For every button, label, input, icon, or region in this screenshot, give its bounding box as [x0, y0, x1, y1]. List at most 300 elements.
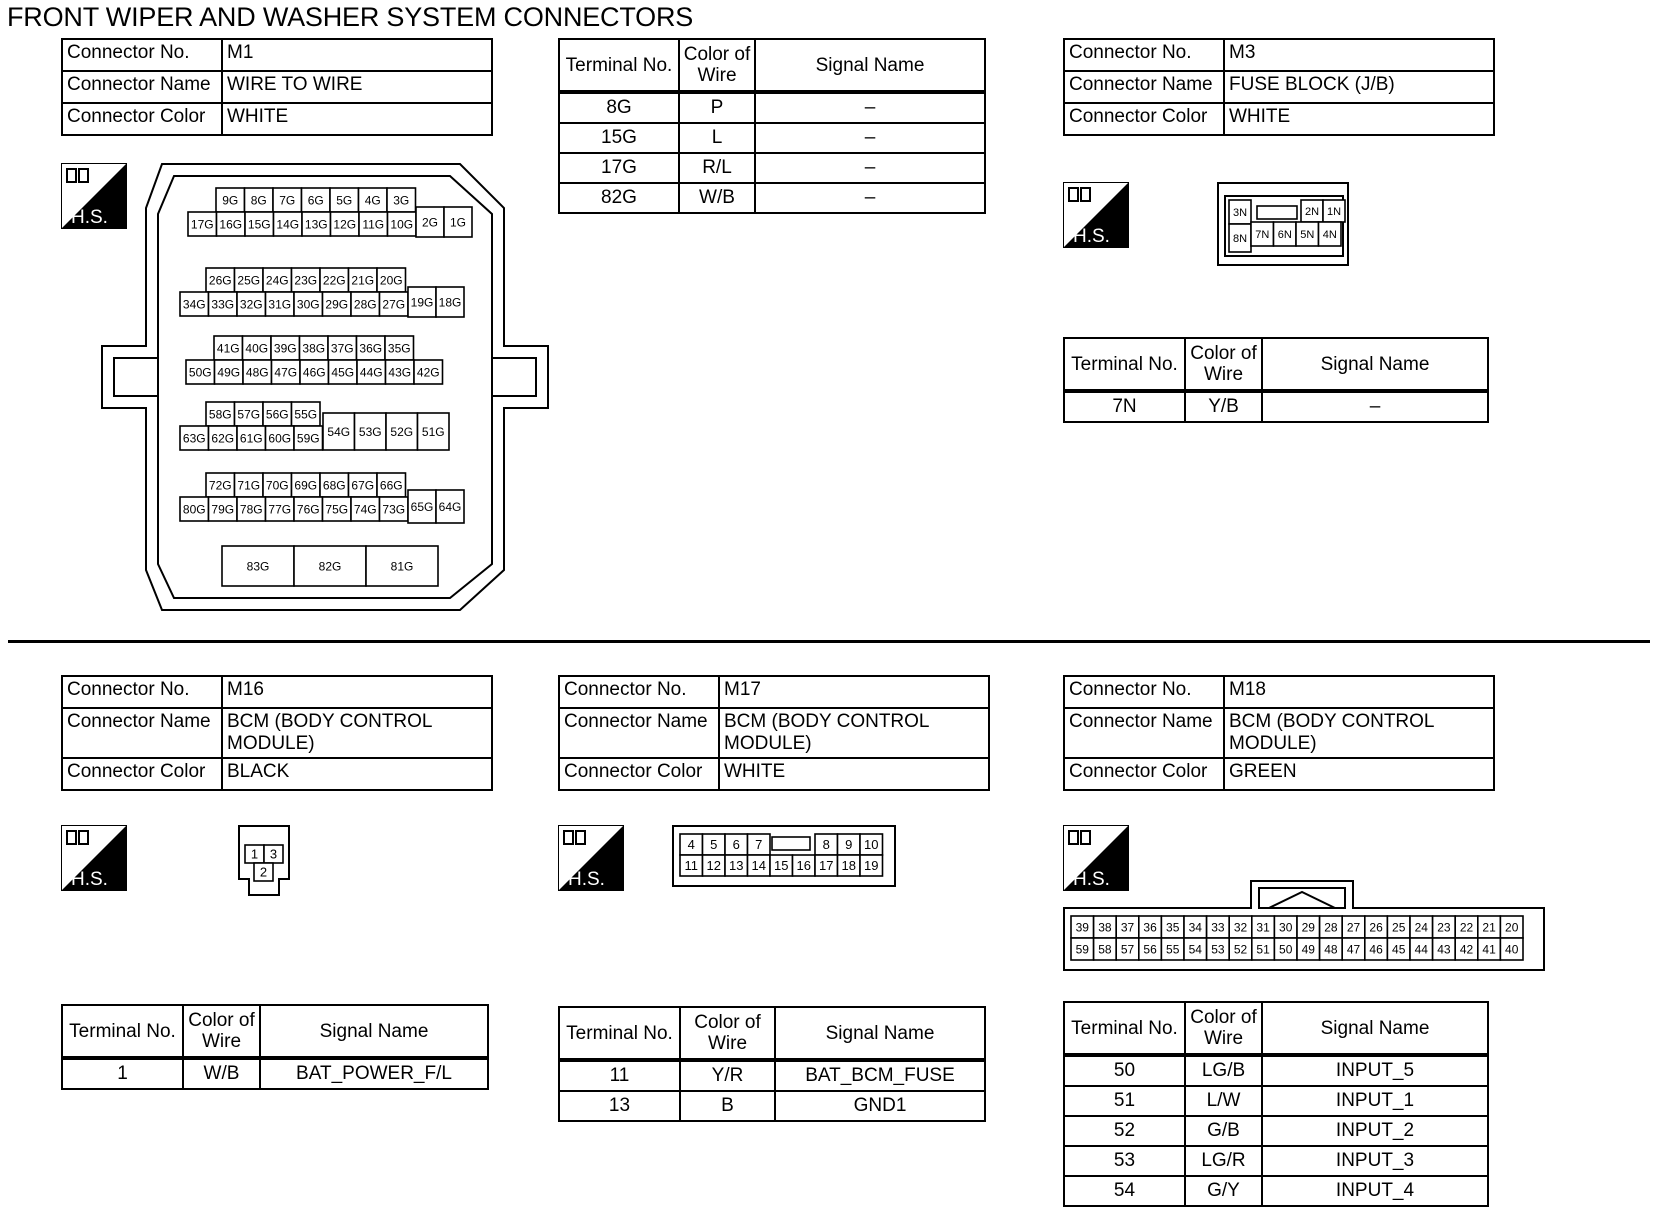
m3-info-table [1063, 38, 1495, 136]
terminal-pin [418, 413, 450, 450]
terminal-cell: 8G [559, 92, 679, 123]
terminal-cell: 82G [559, 183, 679, 213]
terminal-pin-label: 25 [1392, 920, 1406, 935]
terminal-pin-label: 66G [379, 478, 403, 493]
terminal-pin [1320, 916, 1343, 938]
terminal-pin-label: 83G [246, 559, 270, 574]
terminal-pin-label: 41G [216, 341, 240, 356]
terminal-cell: 11 [559, 1060, 680, 1091]
terminal-pin-label: 50 [1279, 942, 1293, 957]
terminal-pin [366, 546, 438, 586]
m1-connector-no: M1 [222, 39, 492, 71]
terminal-pin-label: 47 [1346, 942, 1361, 957]
terminal-pin-label: 5G [336, 193, 353, 208]
header-terminal-no: Terminal No. [62, 1005, 183, 1058]
terminal-pin-label: 32 [1233, 920, 1248, 935]
terminal-pin-label: 82G [318, 559, 342, 574]
terminal-pin-label: 22G [322, 273, 346, 288]
header-signal-name: Signal Name [755, 39, 985, 92]
signal-name-cell: INPUT_3 [1262, 1146, 1488, 1176]
terminal-pin [1433, 916, 1456, 938]
header-terminal-no: Terminal No. [1064, 1002, 1185, 1055]
terminal-pin-label: 41 [1482, 942, 1496, 957]
terminal-pin-label: 33 [1211, 920, 1225, 935]
terminal-pin [748, 834, 771, 855]
terminal-pin-label: 47G [274, 365, 298, 380]
terminal-pin [1301, 200, 1323, 222]
wire-color-cell: P [679, 92, 755, 123]
terminal-pin-label: 42G [416, 365, 440, 380]
terminal-pin-label: 59G [296, 431, 320, 446]
hs-badge-label: H.S. [1073, 869, 1110, 890]
terminal-cell: 13 [559, 1091, 680, 1121]
terminal-pin [216, 188, 245, 212]
label-connector-color: Connector Color [1064, 103, 1224, 135]
label-connector-no: Connector No. [1064, 39, 1224, 71]
terminal-pin-label: 11 [684, 858, 698, 874]
terminal-pin [1274, 938, 1297, 960]
label-connector-name: Connector Name [1064, 708, 1224, 758]
terminal-pin [1184, 916, 1207, 938]
terminal-pin-label: 3N [1232, 206, 1248, 219]
terminal-pin-label: 24G [265, 273, 289, 288]
terminal-pin [323, 497, 352, 521]
terminal-pin-label: 8N [1232, 232, 1248, 245]
terminal-pin [235, 268, 264, 292]
wire-color-cell: W/B [679, 183, 755, 213]
terminal-pin-label: 33G [211, 297, 235, 312]
wire-color-cell: B [680, 1091, 775, 1121]
table-row [559, 183, 985, 213]
label-connector-color: Connector Color [1064, 758, 1224, 790]
terminal-pin-label: 31G [268, 297, 292, 312]
terminal-pin [209, 497, 238, 521]
terminal-pin-label: 20G [379, 273, 403, 288]
label-connector-no: Connector No. [62, 676, 222, 708]
terminal-pin [770, 855, 793, 876]
terminal-pin-label: 30 [1279, 920, 1293, 935]
terminal-pin-label: 27 [1346, 920, 1361, 935]
terminal-pin-label: 15G [247, 217, 271, 232]
terminal-pin-label: 44G [359, 365, 383, 380]
terminal-pin-label: 18G [438, 295, 462, 310]
terminal-pin-label: 16 [796, 858, 811, 874]
terminal-pin-label: 68G [322, 478, 346, 493]
terminal-pin-label: 71G [237, 478, 261, 493]
terminal-pin [320, 473, 349, 497]
terminal-pin-label: 57 [1120, 942, 1135, 957]
terminal-pin-label: 13G [304, 217, 328, 232]
terminal-pin-label: 32G [239, 297, 263, 312]
terminal-pin [180, 426, 209, 450]
m1-connector-color: WHITE [222, 103, 492, 135]
terminal-pin-label: 36 [1143, 920, 1157, 935]
harness-side-icon [558, 825, 624, 891]
terminal-pin [254, 863, 273, 881]
terminal-pin-label: 15 [774, 858, 789, 874]
terminal-pin-label: 61G [239, 431, 263, 446]
wire-color-cell: G/B [1185, 1116, 1262, 1146]
terminal-pin [237, 292, 266, 316]
terminal-pin [1229, 200, 1251, 224]
terminal-pin [703, 834, 726, 855]
terminal-pin-label: 12G [333, 217, 357, 232]
terminal-pin-label: 51 [1256, 942, 1270, 957]
terminal-pin-label: 29G [325, 297, 349, 312]
terminal-pin [355, 413, 387, 450]
signal-name-cell: INPUT_2 [1262, 1116, 1488, 1146]
terminal-pin [1184, 938, 1207, 960]
terminal-pin-label: 60G [268, 431, 292, 446]
terminal-pin [1139, 916, 1162, 938]
terminal-pin [1478, 916, 1501, 938]
terminal-cell: 7N [1064, 391, 1185, 422]
terminal-pin [385, 336, 414, 360]
lock-tab [1257, 206, 1297, 219]
terminal-pin [330, 188, 359, 212]
terminal-pin [1478, 938, 1501, 960]
terminal-pin [209, 426, 238, 450]
terminal-pin-label: 79G [211, 502, 235, 517]
wire-color-cell: W/B [183, 1058, 260, 1089]
terminal-pin-label: 38 [1098, 920, 1112, 935]
terminal-pin [725, 834, 748, 855]
terminal-pin [703, 855, 726, 876]
terminal-pin [1319, 222, 1342, 246]
signal-name-cell: INPUT_5 [1262, 1055, 1488, 1086]
terminal-pin-label: 4N [1322, 228, 1337, 241]
terminal-pin [323, 413, 355, 450]
terminal-pin-label: 30G [296, 297, 320, 312]
terminal-pin [294, 426, 323, 450]
terminal-pin-label: 36G [359, 341, 383, 356]
terminal-pin-label: 46 [1369, 942, 1383, 957]
terminal-pin-label: 13 [729, 858, 744, 874]
signal-name-cell: INPUT_1 [1262, 1086, 1488, 1116]
m16-connector-color: BLACK [222, 758, 492, 790]
terminal-pin-label: 23G [294, 273, 318, 288]
terminal-pin [300, 336, 329, 360]
terminal-pin-label: 81G [390, 559, 414, 574]
terminal-pin-label: 73G [382, 502, 406, 517]
harness-side-icon [1063, 182, 1129, 248]
terminal-pin [1433, 938, 1456, 960]
terminal-pin-label: 16G [219, 217, 243, 232]
terminal-pin-label: 39 [1075, 920, 1089, 935]
terminal-pin [1252, 938, 1275, 960]
terminal-pin [209, 292, 238, 316]
terminal-pin [245, 212, 274, 236]
terminal-pin [186, 360, 215, 384]
terminal-pin [388, 212, 417, 236]
terminal-pin-label: 53G [358, 424, 382, 439]
terminal-pin-label: 14G [276, 217, 300, 232]
terminal-pin-label: 69G [294, 478, 318, 493]
terminal-pin [351, 292, 380, 316]
terminal-pin-label: 40G [245, 341, 269, 356]
label-connector-name: Connector Name [62, 708, 222, 758]
terminal-pin-label: 52 [1233, 942, 1248, 957]
terminal-pin [377, 268, 406, 292]
terminal-pin [1139, 938, 1162, 960]
header-color-of-wire: Color of Wire [1185, 1002, 1262, 1055]
terminal-pin-label: 17G [190, 217, 214, 232]
signal-name-cell: – [755, 92, 985, 123]
terminal-cell: 15G [559, 123, 679, 153]
m3-terminal-table [1063, 337, 1489, 423]
terminal-pin [838, 855, 861, 876]
terminal-pin-label: 54 [1188, 942, 1202, 957]
terminal-pin-label: 39G [273, 341, 297, 356]
terminal-pin [215, 360, 244, 384]
terminal-pin [243, 360, 272, 384]
terminal-pin [1274, 222, 1297, 246]
terminal-pin-label: 31 [1256, 920, 1270, 935]
terminal-pin [331, 212, 360, 236]
hs-badge-label: H.S. [1073, 226, 1110, 247]
m16-connector-name: BCM (BODY CONTROL MODULE) [222, 708, 492, 758]
terminal-pin [263, 473, 292, 497]
wire-color-cell: R/L [679, 153, 755, 183]
terminal-pin-label: 26 [1369, 920, 1383, 935]
label-connector-no: Connector No. [1064, 676, 1224, 708]
terminal-pin [1094, 916, 1117, 938]
terminal-pin [1252, 916, 1275, 938]
terminal-pin-label: 77G [268, 502, 292, 517]
table-row [62, 1058, 488, 1089]
wire-color-cell: LG/R [1185, 1146, 1262, 1176]
terminal-pin-label: 44 [1414, 942, 1428, 957]
terminal-pin [1071, 916, 1094, 938]
terminal-pin-label: 45G [331, 365, 355, 380]
terminal-pin-label: 21G [351, 273, 375, 288]
header-signal-name: Signal Name [260, 1005, 488, 1058]
terminal-pin [292, 268, 321, 292]
m1-connector-face [100, 162, 552, 614]
terminal-pin [838, 834, 861, 855]
header-terminal-no: Terminal No. [559, 39, 679, 92]
terminal-pin [263, 268, 292, 292]
terminal-pin-label: 75G [325, 502, 349, 517]
terminal-pin [380, 292, 409, 316]
terminal-pin-label: 35 [1166, 920, 1180, 935]
terminal-pin [408, 287, 436, 317]
harness-side-icon [61, 825, 127, 891]
terminal-pin-label: 19 [864, 858, 879, 874]
m18-info-table [1063, 675, 1495, 791]
terminal-pin [206, 268, 235, 292]
terminal-pin [1365, 916, 1388, 938]
terminal-pin [444, 207, 472, 237]
terminal-pin [222, 546, 294, 586]
terminal-pin-label: 55G [294, 407, 318, 422]
terminal-pin-label: 42 [1459, 942, 1474, 957]
signal-name-cell: – [755, 153, 985, 183]
terminal-pin-label: 20 [1505, 920, 1519, 935]
terminal-pin-label: 1N [1326, 205, 1342, 218]
terminal-pin [1500, 916, 1523, 938]
table-row [1064, 1146, 1488, 1176]
terminal-pin [436, 490, 464, 523]
m17-info-table [558, 675, 990, 791]
terminal-pin [793, 855, 816, 876]
terminal-pin-label: 34 [1188, 920, 1202, 935]
signal-name-cell: GND1 [775, 1091, 985, 1121]
terminal-pin-label: 34G [182, 297, 206, 312]
terminal-pin [1207, 916, 1230, 938]
table-row [559, 153, 985, 183]
wire-color-cell: Y/R [680, 1060, 775, 1091]
terminal-pin-label: 56G [265, 407, 289, 422]
m3-connector-color: WHITE [1224, 103, 1494, 135]
terminal-pin-label: 4G [364, 193, 381, 208]
terminal-pin-label: 18 [841, 858, 856, 874]
terminal-pin-label: 23 [1437, 920, 1451, 935]
table-row [1064, 1055, 1488, 1086]
terminal-pin-label: 14 [751, 858, 766, 874]
terminal-pin-label: 45 [1392, 942, 1406, 957]
terminal-pin-label: 6G [307, 193, 324, 208]
terminal-pin-label: 9 [845, 837, 853, 853]
terminal-pin [408, 490, 436, 523]
terminal-pin-label: 8 [822, 837, 830, 853]
terminal-pin-label: 9G [222, 193, 239, 208]
table-row [559, 92, 985, 123]
terminal-pin [349, 473, 378, 497]
terminal-pin-label: 74G [353, 502, 377, 517]
terminal-pin-label: 52G [390, 424, 414, 439]
terminal-pin [328, 336, 357, 360]
terminal-pin [217, 212, 246, 236]
header-color-of-wire: Color of Wire [1185, 338, 1262, 391]
terminal-pin-label: 28G [353, 297, 377, 312]
terminal-pin-label: 49G [217, 365, 241, 380]
terminal-pin [1410, 938, 1433, 960]
terminal-pin [1161, 938, 1184, 960]
m18-connector-name: BCM (BODY CONTROL MODULE) [1224, 708, 1494, 758]
terminal-pin-label: 6 [732, 837, 740, 853]
terminal-pin [351, 497, 380, 521]
terminal-pin [1296, 222, 1319, 246]
terminal-pin-label: 28 [1324, 920, 1338, 935]
hs-badge-label: H.S. [568, 869, 605, 890]
label-connector-color: Connector Color [62, 758, 222, 790]
hs-badge-label: H.S. [71, 207, 108, 228]
terminal-pin-label: 57G [237, 407, 261, 422]
terminal-pin [1455, 938, 1478, 960]
terminal-pin [860, 855, 883, 876]
terminal-pin [357, 360, 386, 384]
terminal-pin-label: 17 [819, 858, 834, 874]
wire-color-cell: Y/B [1185, 391, 1262, 422]
terminal-pin-label: 29 [1301, 920, 1315, 935]
m16-connector-face [233, 825, 295, 897]
terminal-cell: 52 [1064, 1116, 1185, 1146]
m3-connector-no: M3 [1224, 39, 1494, 71]
terminal-pin [1387, 916, 1410, 938]
terminal-pin-label: 26G [208, 273, 232, 288]
m18-connector-color: GREEN [1224, 758, 1494, 790]
terminal-pin [237, 497, 266, 521]
terminal-pin-label: 21 [1482, 920, 1496, 935]
header-signal-name: Signal Name [1262, 1002, 1488, 1055]
terminal-pin [680, 834, 703, 855]
terminal-pin-label: 35G [387, 341, 411, 356]
terminal-pin [243, 336, 272, 360]
terminal-pin [357, 336, 386, 360]
terminal-pin [1455, 916, 1478, 938]
m1-terminal-table [558, 38, 986, 214]
terminal-pin [274, 212, 303, 236]
terminal-pin-label: 3 [269, 846, 278, 862]
page-title: FRONT WIPER AND WASHER SYSTEM CONNECTORS [7, 2, 694, 32]
terminal-pin [1207, 938, 1230, 960]
terminal-pin [266, 292, 295, 316]
terminal-pin-label: 40 [1505, 942, 1519, 957]
terminal-pin [1229, 916, 1252, 938]
terminal-pin [1297, 938, 1320, 960]
terminal-pin [1410, 916, 1433, 938]
terminal-pin-label: 49 [1301, 942, 1315, 957]
label-connector-name: Connector Name [62, 71, 222, 103]
terminal-pin-label: 2N [1304, 205, 1320, 218]
m16-terminal-table [61, 1004, 489, 1090]
m3-connector-name: FUSE BLOCK (J/B) [1224, 71, 1494, 103]
terminal-pin-label: 70G [265, 478, 289, 493]
terminal-pin [1229, 938, 1252, 960]
terminal-pin-label: 56 [1143, 942, 1157, 957]
terminal-pin [180, 497, 209, 521]
table-row [559, 123, 985, 153]
terminal-pin-label: 72G [208, 478, 232, 493]
terminal-cell: 51 [1064, 1086, 1185, 1116]
terminal-pin [1229, 224, 1251, 252]
lock-tab [772, 837, 810, 850]
terminal-pin-label: 3G [393, 193, 410, 208]
terminal-pin [245, 845, 264, 863]
wire-color-cell: G/Y [1185, 1176, 1262, 1206]
signal-name-cell: BAT_POWER_F/L [260, 1058, 488, 1089]
terminal-pin [271, 336, 300, 360]
header-color-of-wire: Color of Wire [679, 39, 755, 92]
terminal-pin-label: 48 [1324, 942, 1338, 957]
terminal-pin-label: 8G [250, 193, 267, 208]
terminal-pin [273, 188, 302, 212]
signal-name-cell: INPUT_4 [1262, 1176, 1488, 1206]
terminal-pin [292, 473, 321, 497]
terminal-pin [748, 855, 771, 876]
terminal-pin-label: 58 [1098, 942, 1112, 957]
terminal-pin [1116, 938, 1139, 960]
label-connector-color: Connector Color [62, 103, 222, 135]
terminal-pin [245, 188, 274, 212]
table-row [1064, 391, 1488, 422]
m16-info-table [61, 675, 493, 791]
header-terminal-no: Terminal No. [1064, 338, 1185, 391]
terminal-pin-label: 37G [330, 341, 354, 356]
terminal-cell: 1 [62, 1058, 183, 1089]
terminal-pin-label: 10G [390, 217, 414, 232]
terminal-pin [1116, 916, 1139, 938]
header-signal-name: Signal Name [775, 1007, 985, 1060]
terminal-pin-label: 53 [1211, 942, 1225, 957]
terminal-pin-label: 76G [296, 502, 320, 517]
signal-name-cell: – [1262, 391, 1488, 422]
terminal-pin [359, 188, 388, 212]
terminal-pin [725, 855, 748, 876]
terminal-pin-label: 59 [1075, 942, 1089, 957]
header-color-of-wire: Color of Wire [680, 1007, 775, 1060]
